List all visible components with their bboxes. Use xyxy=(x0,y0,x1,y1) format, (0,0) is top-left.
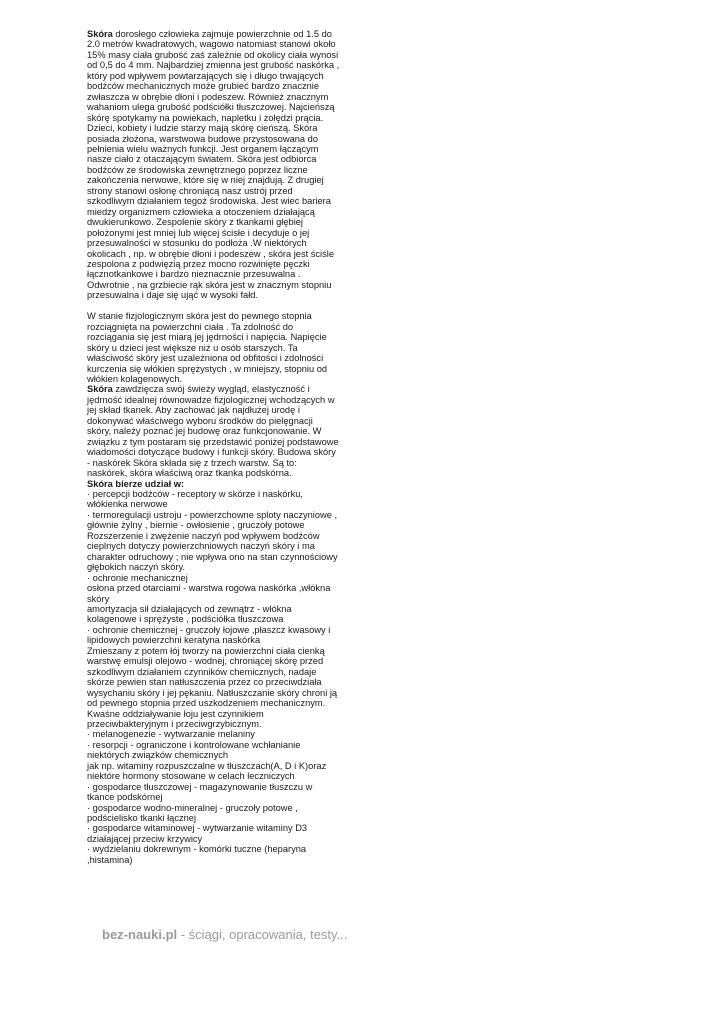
text-line: zwłaszcza w obrębie dłoni i podeszew. Również znacznym xyxy=(87,91,329,102)
text-line xyxy=(87,479,377,489)
text-line: - naskórek Skóra składa się z trzech warstw. Są to: xyxy=(87,457,297,468)
text-line: wysychaniu skóry i jej pękaniu. Natłuszczanie skóry chroni ją xyxy=(87,687,338,698)
text-line: rozciągania się jest miarą jej jędrności i napięcia. Napięcie xyxy=(87,332,327,343)
text-line: · percepcji bodźców - receptory w skórze i naskórku, xyxy=(87,488,303,499)
text-line: niektóre hormony stosowane w celach leczniczych xyxy=(87,771,295,782)
text-line: · gospodarce tłuszczowej - magazynowanie tłuszczu w xyxy=(87,781,313,792)
text-line: · ochronie mechanicznej xyxy=(87,572,188,583)
text-line: zakończenia nerwowe, które się w niej znajdują. Z drugiej xyxy=(87,175,324,186)
text-line: głębokich naczyń skóry. xyxy=(87,562,186,573)
text-line: miedzy organizmem człowieka a otoczeniem działającą xyxy=(87,206,315,217)
text-line: amortyzacja sił działających od zewnątrz - włókna xyxy=(87,603,292,614)
line-text: dorosłego człowieka zajmuje powierzchnie od 1.5 do xyxy=(112,29,332,39)
text-line: jędrność idealnej równowadze fizjologicznej wchodzących w xyxy=(87,394,335,405)
text-line: 15% masy ciała grubość zaś zależnie od okolicy ciała wynosi xyxy=(87,49,339,60)
footer-site-name[interactable]: bez-nauki.pl xyxy=(102,927,178,942)
paragraph-gap xyxy=(87,301,377,312)
text-line: lipidowych powierzchni keratyna naskórka xyxy=(87,635,261,646)
bold-term: Skóra bierze udział w: xyxy=(87,478,185,489)
line-text: zawdzięcza swój świeży wygląd, elastyczność i xyxy=(112,384,310,395)
text-line: bodźców ze środowiska zewnętrznego poprzez liczne xyxy=(87,164,308,175)
bold-term: Skóra xyxy=(87,384,113,395)
text-line: osłona przed otarciami - warstwa rogowa naskórka ,włókna xyxy=(87,583,331,594)
text-line: charakter odruchowy ; nie wpływa ono na stan czynnościowy xyxy=(87,551,338,562)
text-line: wahaniom ulega grubość podściółki tłuszczowej. Najcieńszą xyxy=(87,102,335,113)
text-line: przesuwalności w stosunku do podłoża .W niektórych xyxy=(87,238,307,249)
text-line xyxy=(87,384,377,394)
text-line: · resorpcji - ograniczone i kontrolowane wchłanianie xyxy=(87,739,301,750)
text-line: kurczenia się włókien sprężystych , w mniejszy, stopniu od xyxy=(87,363,328,374)
text-line: naskórek, skóra właściwą oraz tkanka podskórna. xyxy=(87,468,292,479)
text-line: skóry u dzieci jest większe niż u osób starszych. Ta xyxy=(87,342,298,353)
footer-tagline: - ściągi, opracowania, testy... xyxy=(177,927,348,942)
text-line: włókienka nerwowe xyxy=(87,499,168,510)
text-line: włókien kolagenowych. xyxy=(87,374,183,384)
text-line: · gospodarce witaminowej - wytwarzanie witaminy D3 xyxy=(87,823,308,834)
text-line: skóry xyxy=(87,593,110,604)
text-line: Rozszerzenie i zwężenie naczyń pod wpływem bodźców xyxy=(87,530,320,541)
text-line: dokonywać właściwego wyboru środków do pielęgnacji xyxy=(87,415,313,426)
text-line: głównie żylny , biernie - owłosienie , gruczoły potowe xyxy=(87,520,305,531)
text-line: rozciągnięta na powierzchni ciała . Ta zdolność do xyxy=(87,321,294,332)
text-line: jej skład tkanek. Aby zachować jak najdłużej urodę i xyxy=(87,405,300,416)
text-line: warstwę emulsji olejowo - wodnej, chroniącej skórę przed xyxy=(87,656,324,667)
text-line: W stanie fizjologicznym skóra jest do pewnego stopnia xyxy=(87,311,312,322)
text-line: jak np. witaminy rozpuszczalne w tłuszczach(A, D i K)oraz xyxy=(87,760,327,771)
text-line: niektórych związków chemicznych xyxy=(87,750,229,761)
text-line: kolagenowe i sprężyste , podściółka tłuszczowa xyxy=(87,614,284,625)
text-line: nasze ciało z otaczającym światem. Skóra jest odbiorca xyxy=(87,154,317,165)
text-line: skóry, należy poznać jej budowę oraz funkcjonowanie. W xyxy=(87,426,322,437)
text-line: · gospodarce wodno-mineralnej - gruczoły potowe , xyxy=(87,802,298,813)
text-line: przeciwbakteryjnym i przeciwgrzybicznym. xyxy=(87,718,262,729)
text-line: właściwość skóry jest uzależniona od obfitości i zdolności xyxy=(87,353,324,364)
paragraph-skin-description xyxy=(87,29,377,301)
text-line: szkodliwym działaniem tegoż środowiska. Jest wiec bariera xyxy=(87,196,331,207)
text-line: podścielisko tkanki łącznej xyxy=(87,813,197,824)
text-line: przesuwalna i daje się ująć w wysoki fałd. xyxy=(87,290,259,301)
text-line: Odwrotnie , na grzbiecie rąk skóra jest w znacznym stopniu xyxy=(87,279,332,290)
text-line: wiadomości dotyczące budowy i funkcji skóry. Budowa skóry xyxy=(87,447,336,458)
bold-term: Skóra xyxy=(87,29,113,39)
text-line: Zmieszany z potem łój tworzy na powierzchni ciała cienką xyxy=(87,645,325,656)
text-line: okolicach , np. w obrębie dłoni i podeszew , skóra jest ściśle xyxy=(87,248,335,259)
text-line: od pewnego stopnia przed uszkodzeniem mechanicznym. xyxy=(87,698,326,709)
text-line: szkodliwym działaniem czynników chemicznych, nadaje xyxy=(87,666,317,677)
text-line: działającej przeciw krzywicy xyxy=(87,833,203,844)
paragraph-skin-functions xyxy=(87,311,377,865)
text-line: od 0,5 do 4 mm. Najbardziej zmienna jest grubość naskórka , xyxy=(87,60,340,71)
text-line: ,histamina) xyxy=(87,854,133,865)
text-line: tkance podskórnej xyxy=(87,792,163,803)
text-line: który pod wpływem powtarzających się i długo trwających xyxy=(87,70,324,81)
text-line: 2.0 metrów kwadratowych, wagowo natomiast stanowi około xyxy=(87,39,336,50)
text-line: położonymi jest mniej lub więcej ścisłe i decyduje o jej xyxy=(87,227,310,238)
text-line: Dzieci, kobiety i ludzie starzy mają skórę cieńszą. Skóra xyxy=(87,123,318,134)
text-line: · wydzielaniu dokrewnym - komórki tuczne (heparyna xyxy=(87,844,307,855)
text-line: · termoregulacji ustroju - powierzchowne sploty naczyniowe , xyxy=(87,509,338,520)
text-line: łącznotkankowe i bardzo nieznacznie przesuwalna . xyxy=(87,269,301,280)
footer-watermark[interactable] xyxy=(102,927,347,942)
text-line: posiada złożona, warstwowa budowe przystosowana do xyxy=(87,133,319,144)
text-line: bodźców mechanicznych może grubieć bardzo znacznie xyxy=(87,81,320,92)
text-line: · ochronie chemicznej - gruczoły łojowe ,płaszcz kwasowy i xyxy=(87,624,331,635)
text-line: Kwaśne oddziaływanie łoju jest czynnikiem xyxy=(87,708,264,719)
text-line: zespolona z podwięzią przez mocno rozwinięte pęczki xyxy=(87,258,310,269)
document-text xyxy=(87,29,377,865)
text-line: związku z tym postaram się przedstawić poniżej podstawowe xyxy=(87,436,339,447)
text-line: pełnienia wielu ważnych funkcji. Jest organem łączącym xyxy=(87,143,319,154)
text-line xyxy=(87,29,377,39)
text-line: dwukierunkowo. Zespolenie skóry z tkankami głębiej xyxy=(87,217,303,228)
text-line: cieplnych dotyczy powierzchniowych naczyń skóry i ma xyxy=(87,541,315,552)
text-line: strony stanowi osłonę chroniącą nasz ustrój przed xyxy=(87,185,293,196)
text-line: skórze pewien stan natłuszczenia przez co przeciwdziała xyxy=(87,677,322,688)
text-line: skórę spotykamy na powiekach, napletku i żołędzi prącia. xyxy=(87,112,324,123)
text-line: · melanogenezie - wytwarzanie melaniny xyxy=(87,729,255,740)
